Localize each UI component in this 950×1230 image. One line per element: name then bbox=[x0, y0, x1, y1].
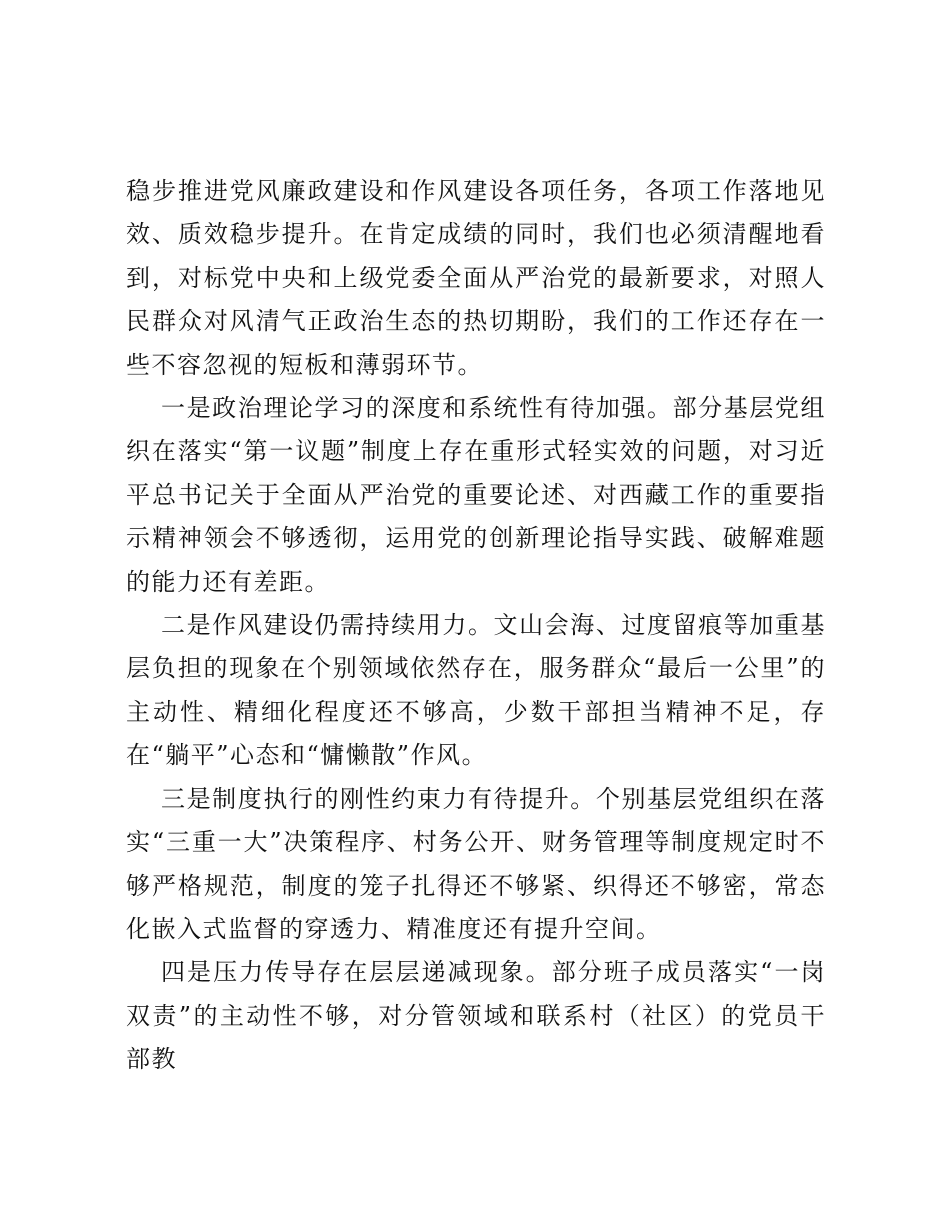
paragraph-point-two: 二是作风建设仍需持续用力。文山会海、过度留痕等加重基层负担的现象在个别领域依然存在，服务群众“最后一公里”的主动性、精细化程度还不够高，少数干部担当精神不足，存在“躺平”心态和“慵懒散”作风。 bbox=[126, 611, 826, 770]
document-body bbox=[126, 170, 826, 1082]
paragraph-continuation: 稳步推进党风廉政建设和作风建设各项任务，各项工作落地见效、质效稳步提升。在肯定成绩的同时，我们也必须清醒地看到，对标党中央和上级党委全面从严治党的最新要求，对照人民群众对风清气正政治生态的热切期盼，我们的工作还存在一些不容忽视的短板和薄弱环节。 bbox=[126, 177, 826, 379]
paragraph-point-one: 一是政治理论学习的深度和系统性有待加强。部分基层党组织在落实“第一议题”制度上存在重形式轻实效的问题，对习近平总书记关于全面从严治党的重要论述、对西藏工作的重要指示精神领会不够透彻，运用党的创新理论指导实践、破解难题的能力还有差距。 bbox=[126, 394, 826, 596]
paragraph-point-three: 三是制度执行的刚性约束力有待提升。个别基层党组织在落实“三重一大”决策程序、村务公开、财务管理等制度规定时不够严格规范，制度的笼子扎得还不够紧、织得还不够密，常态化嵌入式监督的穿透力、精准度还有提升空间。 bbox=[126, 784, 826, 943]
paragraph-point-four: 四是压力传导存在层层递减现象。部分班子成员落实“一岗双责”的主动性不够，对分管领域和联系村（社区）的党员干部教 bbox=[126, 958, 826, 1074]
